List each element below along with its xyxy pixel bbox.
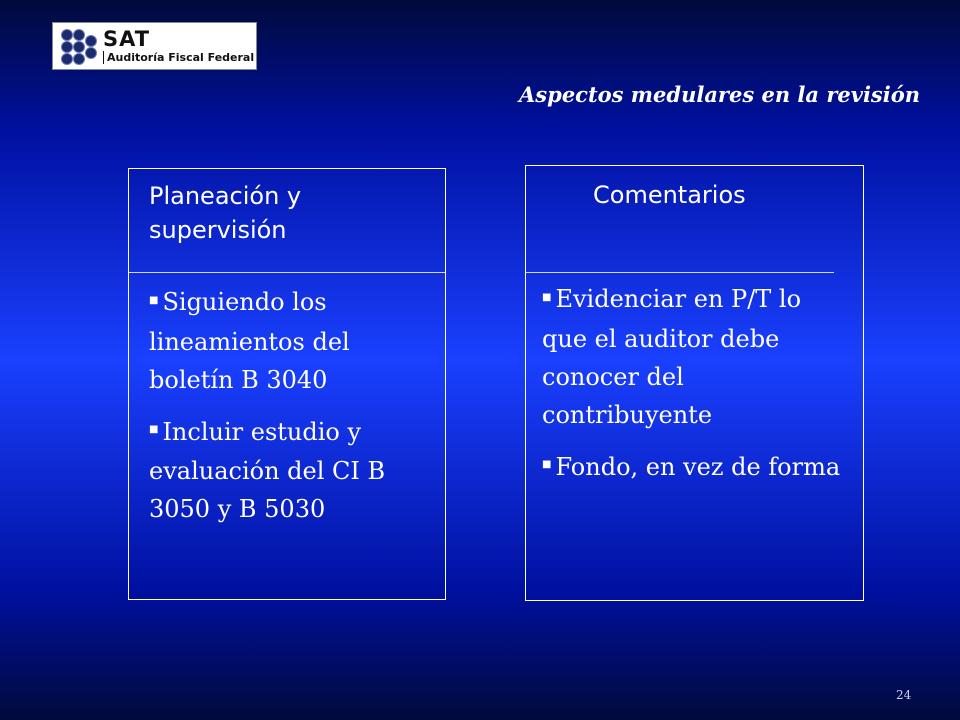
logo-name: SAT: [103, 27, 151, 51]
planning-heading: Planeación y supervisión: [149, 182, 302, 244]
comments-list: [542, 280, 852, 501]
bullet-icon: ■: [149, 294, 159, 306]
comments-divider: [526, 272, 834, 273]
list-item: ■ Fondo, en vez de forma: [542, 448, 852, 488]
bullet-icon: ■: [149, 424, 159, 435]
comments-heading: Comentarios: [593, 181, 746, 209]
planning-list: [149, 283, 439, 542]
planning-divider: [129, 272, 445, 273]
list-item: ■ Siguiendo los lineamientos del boletín B 3040: [149, 283, 439, 399]
logo-subtitle: Auditoría Fiscal Federal: [103, 51, 254, 64]
list-item: ■ Incluir estudio y evaluación del CI B 3050 y B 5030: [149, 413, 439, 529]
slide-title: Aspectos medulares en la revisión: [519, 82, 920, 107]
sat-logo-icon: [61, 29, 95, 63]
bullet-icon: ■: [542, 291, 552, 303]
bullet-icon: ■: [542, 459, 552, 470]
page-number: 24: [896, 688, 912, 702]
sat-logo: [52, 22, 257, 70]
comments-box: [525, 165, 864, 601]
planning-box: [128, 168, 446, 600]
list-item: ■ Evidenciar en P/T lo que el auditor debe conocer del contribuyente: [542, 280, 852, 434]
